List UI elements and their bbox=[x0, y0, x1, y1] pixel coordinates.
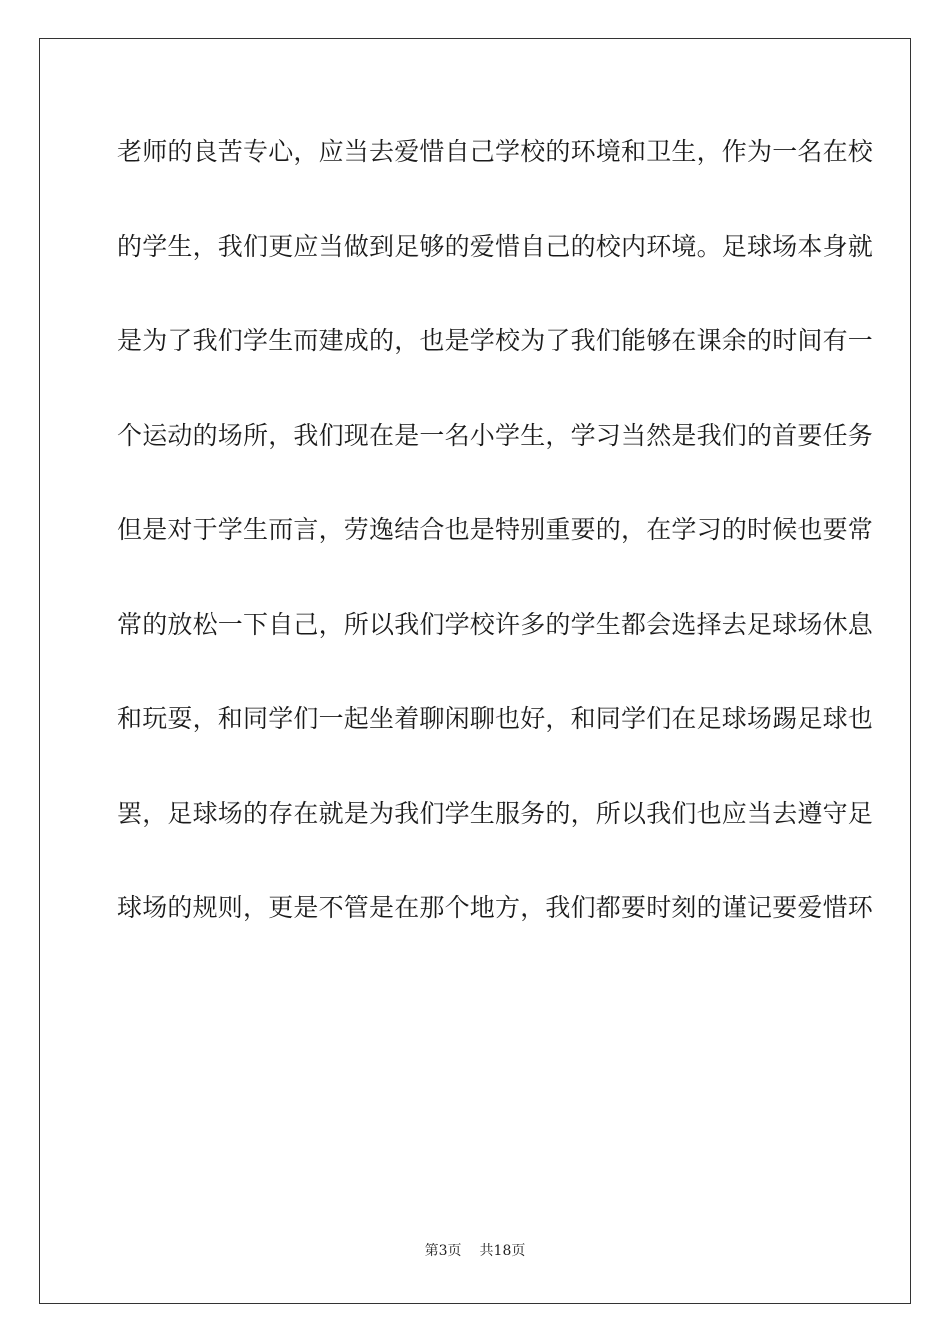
page-footer bbox=[0, 1242, 950, 1260]
text-line: 和玩耍，和同学们一起坐着聊闲聊也好，和同学们在足球场踢足球也 bbox=[117, 704, 874, 733]
text-line: 球场的规则，更是不管是在那个地方，我们都要时刻的谨记要爱惜环 bbox=[117, 893, 874, 922]
text-line: 老师的良苦专心，应当去爱惜自己学校的环境和卫生，作为一名在校 bbox=[117, 137, 874, 166]
text-line: 罢，足球场的存在就是为我们学生服务的，所以我们也应当去遵守足 bbox=[117, 798, 874, 828]
text-line: 的学生，我们更应当做到足够的爱惜自己的校内环境。足球场本身就 bbox=[117, 231, 874, 261]
document-body bbox=[117, 125, 874, 976]
text-line: 常的放松一下自己，所以我们学校许多的学生都会选择去足球场休息 bbox=[117, 609, 874, 639]
page-number: 第3页 bbox=[424, 1243, 462, 1259]
text-line: 但是对于学生而言，劳逸结合也是特别重要的，在学习的时候也要常 bbox=[117, 515, 874, 544]
text-line: 个运动的场所，我们现在是一名小学生，学习当然是我们的首要任务 bbox=[117, 420, 874, 450]
text-line: 是为了我们学生而建成的，也是学校为了我们能够在课余的时间有一 bbox=[117, 326, 874, 355]
total-pages: 共18页 bbox=[479, 1243, 526, 1259]
